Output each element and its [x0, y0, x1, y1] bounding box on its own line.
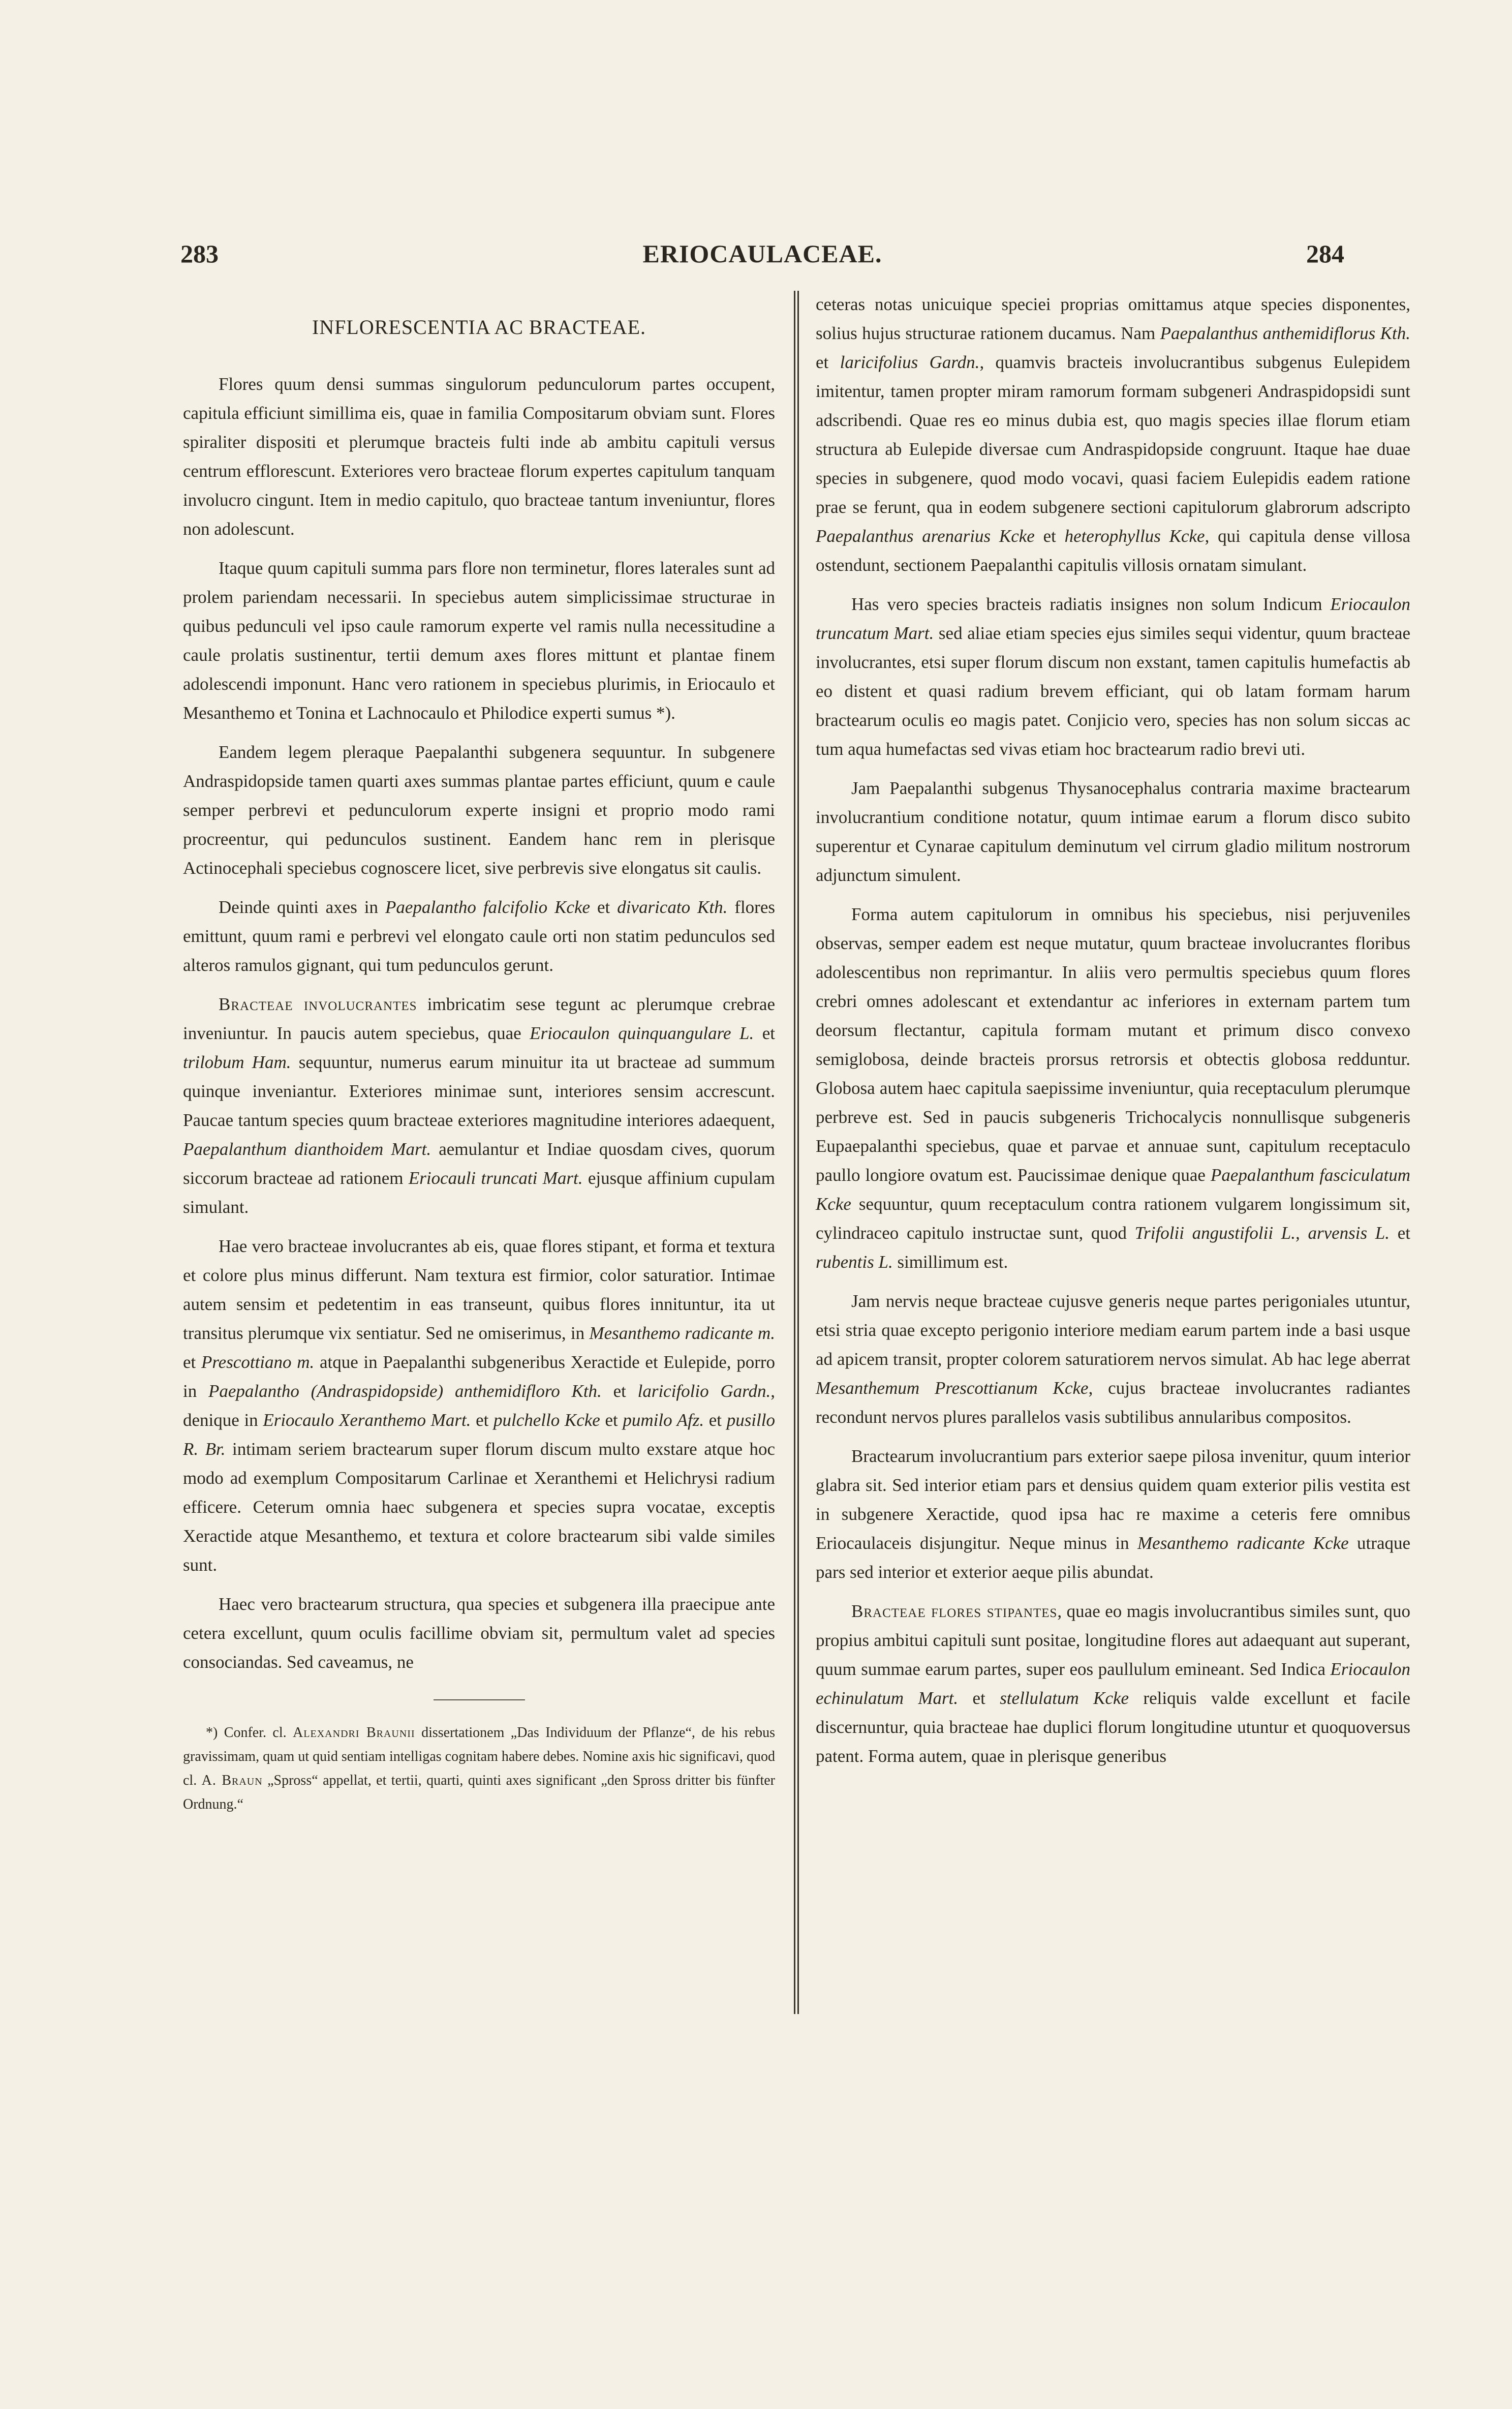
- running-title: ERIOCAULACEAE.: [642, 239, 882, 268]
- paragraph: Bractearum involucrantium pars exterior saepe pilosa invenitur, quum interior glabra sit. Sed interior etiam pars et densius quidem quam exterior pilis vestita est in subgenere Xeractide, quod ipsa hac re maxime a ceteris fere omnibus Eriocaulaceis disjungitur. Neque minus in Mesanthemo radicante Kcke utraque pars sed interior et exterior aeque pilis abundat.: [816, 1446, 1411, 1582]
- left-column: [183, 297, 775, 1816]
- paragraph: Forma autem capitulorum in omnibus his speciebus, nisi perjuveniles observas, semper eadem est neque mutatur, quum bracteae involucrantes floribus adolescentibus non reprimantur. In aliis vero permultis speciebus quum flores crebri omnes adolescant et extendantur ac inferiores in externam partem tum deorsum flectantur, capitula formam mutant et primum disco convexo semiglobosa, deinde bracteis prorsus retrorsis et obtectis globosa redduntur. Globosa autem haec capitula saepissime inveniuntur, quia receptaculum plerumque perbreve est. Sed in paucis subgeneris Trichocalycis nonnullisque subgeneris Eupaepalanthi speciebus, quae et parvae et annuae sunt, capitulum receptaculo paullo longiore ovatum est. Paucissimae denique quae Paepalanthum fasciculatum Kcke sequuntur, quum receptaculum contra rationem vulgarem longissimum sit, cylindraceo capitulo instructae sunt, quod Trifolii angustifolii L., arvensis L. et rubentis L. simillimum est.: [816, 904, 1410, 1272]
- paragraph: Itaque quum capituli summa pars flore non terminetur, flores laterales sunt ad prolem pariendam necessarii. In speciebus autem simplicissimae structurae in quibus pedunculi vel ipso caule ramorum experte vel ramis nulla necessitudine a caule prolatis sustinentur, tertii demum axes flores mittunt et plantae finem adolescendi imponunt. Hanc vero rationem in speciebus plurimis, in Eriocaulo et Mesanthemo et Tonina et Lachnocaulo et Philodice experti sumus *).: [183, 558, 775, 723]
- running-header: [180, 239, 1344, 275]
- paragraph: Hae vero bracteae involucrantes ab eis, quae flores stipant, et forma et textura et colore plus minus differunt. Nam textura est firmior, color saturatior. Intimae autem sensim et pedetentim in eas transeunt, quibus flores innituntur, ita ut transitus plerumque vix sentiatur. Sed ne omiserimus, in Mesanthemo radicante m. et Prescottiano m. atque in Paepalanthi subgeneribus Xeractide et Eulepide, porro in Paepalantho (Andraspidopside) anthemidifloro Kth. et laricifolio Gardn., denique in Eriocaulo Xeranthemo Mart. et pulchello Kcke et pumilo Afz. et pusillo R. Br. intimam seriem bractearum super florum discum multo exstare atque hoc modo ad exemplum Compositarum Carlinae et Xeranthemi et Helichrysi radium efficere. Ceterum omnia haec subgenera et species supra vocatae, exceptis Xeractide atque Mesanthemo, et textura et colore bractearum sibi valde similes sunt.: [183, 1236, 776, 1575]
- paragraph: Eandem legem pleraque Paepalanthi subgenera sequuntur. In subgenere Andraspidopside tamen quarti axes summas plantae partes efficiunt, quum e caule semper perbrevi et pedunculorum experte insigni et proprio modo rami procreentur, qui pedunculos sustinent. Eandem hanc rem in plerisque Actinocephali speciebus cognoscere licet, sive perbrevis sive elongatus sit caulis.: [183, 742, 775, 878]
- right-column: [816, 290, 1410, 1781]
- paragraph: Flores quum densi summas singulorum pedunculorum partes occupent, capitula efficiunt simillima eis, quae in familia Compositarum obviam sunt. Flores spiraliter dispositi et plerumque bracteis fulti inde ab ambitu capituli versus centrum efflorescunt. Exteriores vero bracteae florum expertes capitulum tanquam involucro cingunt. Item in medio capitulo, quo bracteae tantum inveniuntur, flores non adolescunt.: [183, 374, 775, 539]
- paragraph: Deinde quinti axes in Paepalantho falcifolio Kcke et divaricato Kth. flores emittunt, quum rami e perbrevi vel elongato caule orti non statim pedunculos sed alteros ramulos gignant, qui tum pedunculos gerunt.: [183, 897, 775, 975]
- page-number-right: 284: [1306, 239, 1344, 268]
- page-number-left: 283: [180, 239, 219, 268]
- paragraph: Haec vero bractearum structura, qua species et subgenera illa praecipue ante cetera excellunt, quum oculis facillime obviam sit, permultum valet ad species consociandas. Sed caveamus, ne: [183, 1594, 775, 1672]
- paragraph: Bracteae involucrantes imbricatim sese tegunt ac plerumque crebrae inveniuntur. In paucis autem speciebus, quae Eriocaulon quinquangulare L. et trilobum Ham. sequuntur, numerus earum minuitur ita ut bracteae ad summum quinque inveniantur. Exteriores minimae sunt, interiores sensim accrescunt. Paucae tantum species quum bracteae exteriores magnitudine interiores adaequent, Paepalanthum dianthoidem Mart. aemulantur et Indiae quosdam cives, quorum siccorum bracteae ad rationem Eriocauli truncati Mart. ejusque affinium cupulam simulant.: [183, 994, 776, 1217]
- paragraph: Bracteae flores stipantes, quae eo magis involucrantibus similes sunt, quo propius ambitui capituli sunt positae, longitudine flores aut adaequant aut superant, quum summae earum partes, super eos paullulum emineant. Sed Indica Eriocaulon echinulatum Mart. et stellulatum Kcke reliquis valde excellunt et facile discernuntur, quia bracteae hae duplici florum longitudine utuntur et quoquoversus patent. Forma autem, quae in plerisque generibus: [816, 1601, 1411, 1766]
- paragraph: Jam Paepalanthi subgenus Thysanocephalus contraria maxime bractearum involucrantium conditione notatur, quum intimae earum a florum disco subito superentur et Cynarae capitulum deminutum vel cirrum gladio militum nostrorum adjunctum simulent.: [816, 778, 1410, 885]
- column-divider: [794, 291, 799, 2014]
- paragraph: ceteras notas unicuique speciei proprias omittamus atque species disponentes, solius hujus structurae rationem ducamus. Nam Paepalanthus anthemidiflorus Kth. et laricifolius Gardn., quamvis bracteis involucrantibus subgenus Eulepidem imitentur, tamen propter miram ramorum formam subgeneri Andraspidopsidi sunt adscribendi. Quae res eo minus dubia est, quo magis species illae florum etiam structura ab Eulepide diversae cum Andraspidopside congruunt. Itaque hae duae species in subgenere, quod modo vocavi, quasi faciem Eulepidis eadem ratione prae se ferunt, qua in eodem subgenere sectioni capitulorum glabrorum adscripto Paepalanthus arenarius Kcke et heterophyllus Kcke, qui capitula dense villosa ostendunt, sectionem Paepalanthi capitulis villosis ornatam simulant.: [816, 294, 1410, 575]
- footnote: *) Confer. cl. Alexandri Braunii dissertationem „Das Individuum der Pflanze“, de his rebus gravissimam, quam ut quid sentiam intelligas cognitam habere debes. Nomine axis hic significavi, quod cl. A. Braun „Spross“ appellat, et tertii, quarti, quinti axes significant „den Spross dritter bis fünfter Ordnung.“: [183, 1725, 775, 1812]
- paragraph: Jam nervis neque bracteae cujusve generis neque partes perigoniales utuntur, etsi stria quae excepto perigonio interiore mediam earum partem inde a basi usque ad apicem transit, propter colorem saturatiorem nervos simulat. Ab hac lege aberrat Mesanthemum Prescottianum Kcke, cujus bracteae involucrantes radiantes recondunt nervos plures parallelos vasis subtilibus annularibus compositos.: [816, 1291, 1410, 1427]
- footnote-rule: [434, 1699, 525, 1700]
- section-title: INFLORESCENTIA AC BRACTEAE.: [312, 316, 646, 339]
- paragraph: Has vero species bracteis radiatis insignes non solum Indicum Eriocaulon truncatum Mart. sed aliae etiam species ejus similes sequi videntur, quum bracteae involucrantes, etsi super florum discum non exstant, tamen capitulis humefactis ab eo distent et quasi radium brevem efficiant, qui ob latam formam harum bractearum oculis eo magis patet. Conjicio vero, species has non solum siccas ac tum aqua humefactas sed vivas etiam hoc bractearum radio brevi uti.: [816, 594, 1410, 759]
